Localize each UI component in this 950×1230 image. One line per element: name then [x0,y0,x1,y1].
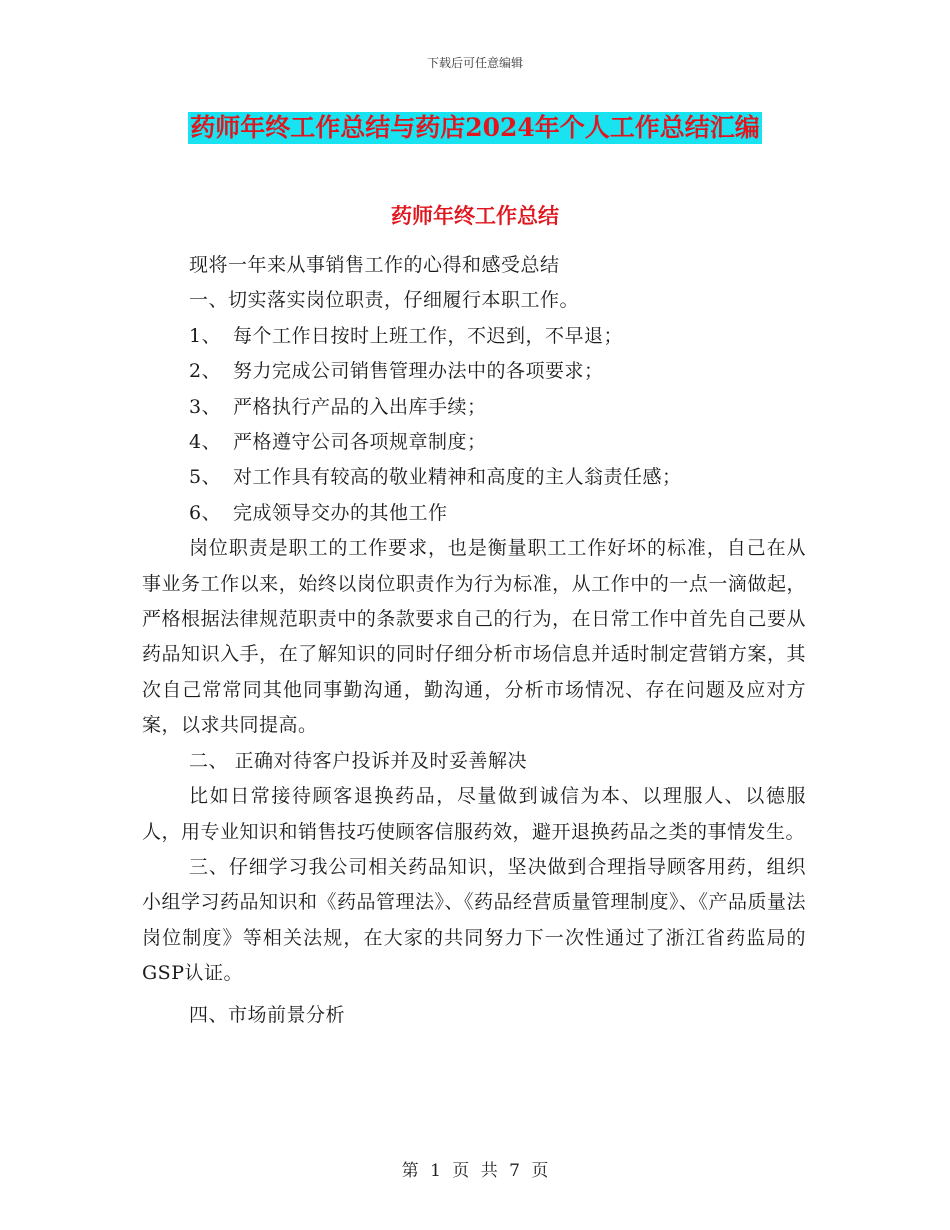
document-title-container [0,112,950,144]
list-item-text: 严格执行产品的入出库手续； [233,395,487,418]
list-item [142,425,806,460]
list-item-text: 严格遵守公司各项规章制度； [233,431,487,454]
heading-4: 四、市场前景分析 [189,1003,346,1026]
list-item-number: 5、 [189,466,222,489]
list-item-number: 3、 [189,395,222,418]
list-item [142,496,806,531]
list-item-text: 努力完成公司销售管理办法中的各项要求； [233,360,604,383]
list-item [142,390,806,425]
list-item-number: 2、 [189,360,222,383]
heading-1: 一、切实落实岗位职责，仔细履行本职工作。 [189,289,580,312]
list-item-number: 4、 [189,431,222,454]
list-item-text: 每个工作日按时上班工作，不迟到，不早退； [233,324,624,347]
list-item [142,319,806,354]
paragraph-training: 三、仔细学习我公司相关药品知识，坚决做到合理指导顾客用药，组织小组学习药品知识和《药品管理法》、《药品经营质量管理制度》、《产品质量法岗位制度》等相关法规，在大家的共同努力下一次性通过了浙江省药监局的GSP认证。 [142,855,807,985]
section-title: 药师年终工作总结 [391,203,559,228]
document-title: 药师年终工作总结与药店2024年个人工作总结汇编 [190,113,760,142]
heading-2: 二、 正确对待客户投诉并及时妥善解决 [189,749,528,772]
list-item-text: 完成领导交办的其他工作 [233,501,448,524]
list-item [142,460,806,495]
list-item-text: 对工作具有较高的敬业精神和高度的主人翁责任感； [233,466,682,489]
header-note: 下载后可任意编辑 [426,56,523,70]
paragraph-job-duties: 岗位职责是职工的工作要求，也是衡量职工工作好坏的标准，自己在从事业务工作以来，始终以岗位职责作为行为标准，从工作中的一点一滴做起，严格根据法律规范职责中的条款要求自己的行为，在日常工作中首先自己要从药品知识入手，在了解知识的同时仔细分析市场信息并适时制定营销方案，其次自己常常同其他同事勤沟通，勤沟通，分析市场情况、存在问题及应对方案，以求共同提高。 [142,537,806,737]
list-item-number: 1、 [189,324,222,347]
list-item-number: 6、 [189,501,222,524]
list-item [142,354,806,389]
page-number: 第 1 页 共 7 页 [401,1161,549,1181]
paragraph-complaints: 比如日常接待顾客退换药品，尽量做到诚信为本、以理服人、以德服人，用专业知识和销售技巧使顾客信服药效，避开退换药品之类的事情发生。 [142,785,806,843]
intro-line: 现将一年来从事销售工作的心得和感受总结 [189,254,560,276]
document-body [142,248,806,1033]
